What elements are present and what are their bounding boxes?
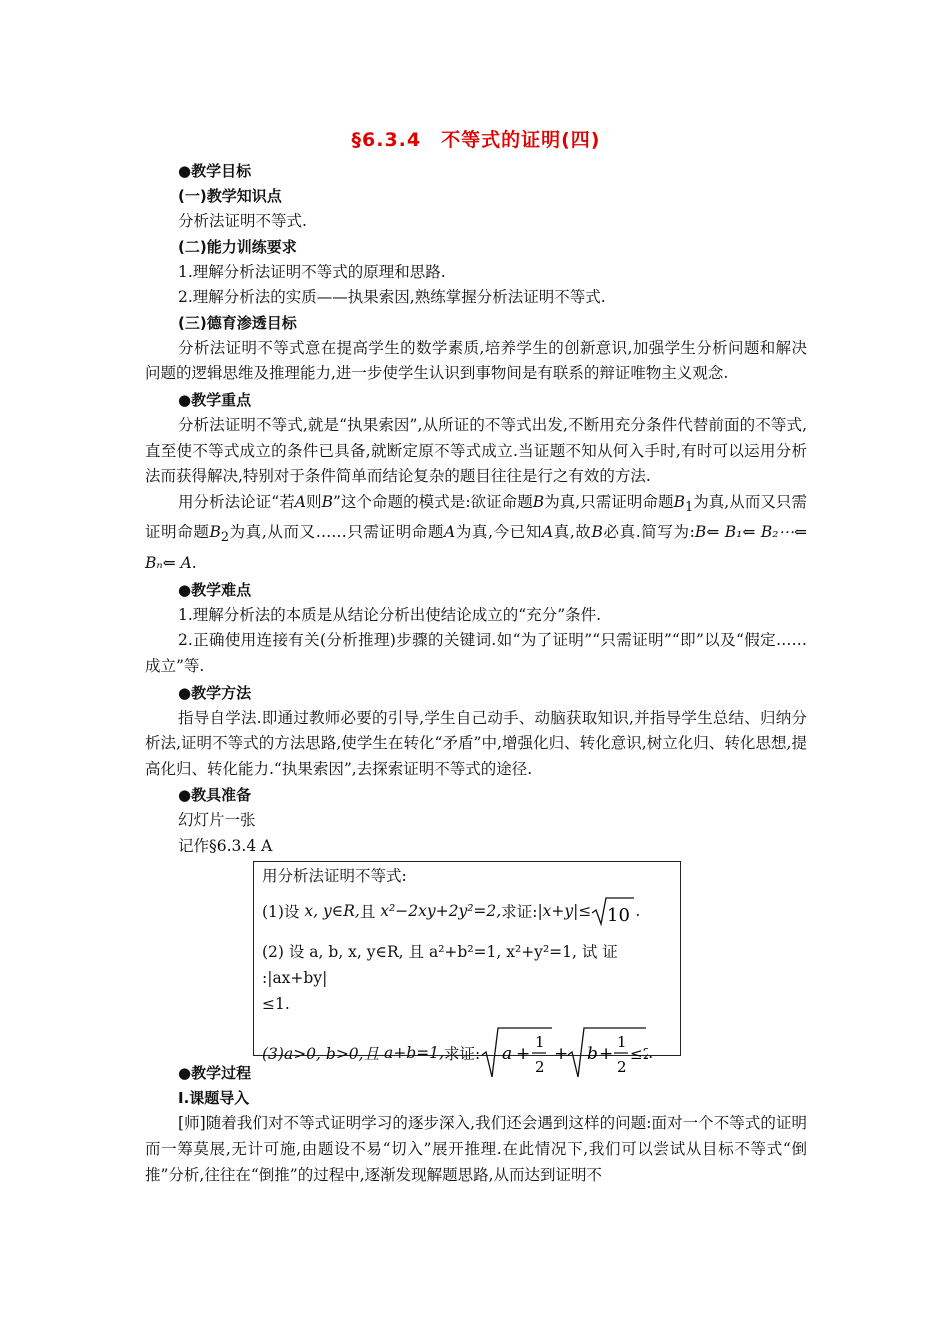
text: 为真,只需证明命题 (544, 492, 674, 511)
section-heading-difficult: ●教学难点 (178, 580, 252, 599)
exercise-1: (1)设 x, y∈R, 且 x²−2xy+2y²=2, 求证: |x+y|≤ 10 . (262, 889, 672, 933)
frac-den: 2 (535, 1058, 545, 1077)
frac-num: 1 (617, 1033, 627, 1052)
subheading-ability: (二)能力训练要求 (178, 237, 297, 256)
list-item: 1.理解分析法证明不等式的原理和思路. (178, 262, 446, 281)
slide-exercise-box (253, 861, 681, 1077)
math: (3)a>0, b>0,且 (262, 1045, 380, 1064)
section-heading-key: ●教学重点 (178, 390, 252, 409)
paragraph: 分析法证明不等式意在提高学生的数学素质,培养学生的创新意识,加强学生分析问题和解决问题的逻辑思维及推理能力,进一步使学生认识到事物间是有联系的辩证唯物主义观念. (145, 338, 807, 383)
frac-den: 2 (617, 1058, 627, 1077)
paragraph-analysis-pattern: 用分析法论证“若A则B”这个命题的模式是:欲证命题B为真,只需证明命题$B_1$为真,从而又只需证明命题$B_2$为真,从而又……只需证明命题A为真,今已知A真,故B必真.简写为:B⇐ B₁⇐ B₂⋯⇐ Bₙ⇐ A. (145, 492, 807, 573)
text: 求证: (443, 1045, 481, 1064)
section-heading-goals: ●教学目标 (178, 162, 252, 180)
text: 且 (359, 903, 376, 922)
subheading-moral: (三)德育渗透目标 (178, 313, 297, 332)
svg-text:+: + (599, 1044, 614, 1065)
paragraph: [师]随着我们对不等式证明学习的逐步深入,我们还会遇到这样的问题:面对一个不等式的证明而一筹莫展,无计可施,由题设不易“切入”展开推理.在此情况下,我们可以尝试从目标不等式“倒推”分析,往往在“倒推”的过程中,逐渐发现解题思路,从而达到证明不 (145, 1114, 807, 1184)
section-heading-process: ●教学过程 (178, 1064, 252, 1083)
sqrt-radicand: 10 (607, 905, 631, 927)
box-heading: 用分析法证明不等式: (262, 867, 407, 886)
document-page (145, 120, 807, 1188)
text: 真,故 (553, 523, 592, 542)
text: 为真,从而又只需证明命题 (145, 492, 807, 542)
math: x²−2xy+2y²=2, (380, 902, 502, 921)
text: 则 (306, 492, 322, 511)
subheading-knowledge: (一)教学知识点 (178, 187, 282, 205)
sum-of-square-roots (480, 1025, 648, 1081)
text: 必真.简写为: (602, 523, 695, 542)
svg-text:+: + (554, 1044, 569, 1065)
svg-text:+: + (516, 1044, 531, 1065)
text: 为真,从而又……只需证明命题 (229, 523, 445, 542)
list-item: 2.理解分析法的实质——执果索因,熟练掌握分析法证明不等式. (178, 288, 606, 307)
text: 求证: (501, 903, 538, 922)
text: (1)设 (262, 903, 300, 922)
section-heading-method: ●教学方法 (178, 683, 252, 702)
math: a+b=1, (384, 1044, 444, 1063)
math: x, y∈R, (304, 902, 360, 921)
paragraph: 分析法证明不等式,就是“执果索因”,从所证的不等式出发,不断用充分条件代替前面的不等式,直至使不等式成立的条件已具备,就断定原不等式成立.当证题不知从何入手时,有时可以运用分析法而获得解决,特别对于条件简单而结论复杂的题目往往是行之有效的方法. (145, 415, 807, 486)
paragraph: 记作§6.3.4 A (178, 836, 273, 855)
section-heading-tools: ●教具准备 (178, 786, 252, 805)
frac-num: 1 (535, 1033, 545, 1052)
text: ”这个命题的模式是:欲证命题 (332, 492, 533, 511)
var-b: b (587, 1044, 599, 1065)
var-a: a (502, 1044, 513, 1065)
text: (2) 设 a, b, x, y∈R, 且 a²+b²=1, x²+y²=1, 试 证 :|ax+by| (262, 943, 618, 988)
paragraph: 指导自学法.即通过教师必要的引导,学生自己动手、动脑获取知识,并指导学生总结、归纳分析法,证明不等式的方法思路,使学生在转化“矛盾”中,增强化归、转化意识,树立化归、转化思想,提高化归、转化能力.“执果索因”,去探索证明不等式的途径. (145, 708, 807, 778)
text: 用分析法论证“若 (178, 492, 295, 511)
exercise-3: (3)a>0, b>0,且 a+b=1, 求证: a + 1 2 + b + 1 2 ≤2 . (262, 1023, 672, 1083)
exercise-2 (262, 939, 672, 1017)
page-title: §6.3.4 不等式的证明(四) (351, 129, 601, 151)
sqrt-10 (591, 895, 635, 927)
paragraph: 分析法证明不等式. (178, 212, 307, 230)
text: ≤1. (262, 995, 290, 1014)
list-item: 1.理解分析法的本质是从结论分析出使结论成立的“充分”条件. (178, 605, 602, 624)
text: 为真,今已知 (455, 523, 542, 542)
rhs: ≤2 (630, 1045, 649, 1064)
math: |x+y|≤ (537, 902, 592, 921)
paragraph: 幻灯片一张 (178, 811, 256, 830)
list-item: 2.正确使用连接有关(分析推理)步骤的关键词.如“为了证明”“只需证明”“即”以及“假定……成立”等. (145, 631, 807, 675)
implication-chain: B⇐ B₁⇐ B₂⋯⇐ Bₙ⇐ A. (145, 523, 807, 573)
subheading-intro: Ⅰ.课题导入 (178, 1089, 250, 1108)
